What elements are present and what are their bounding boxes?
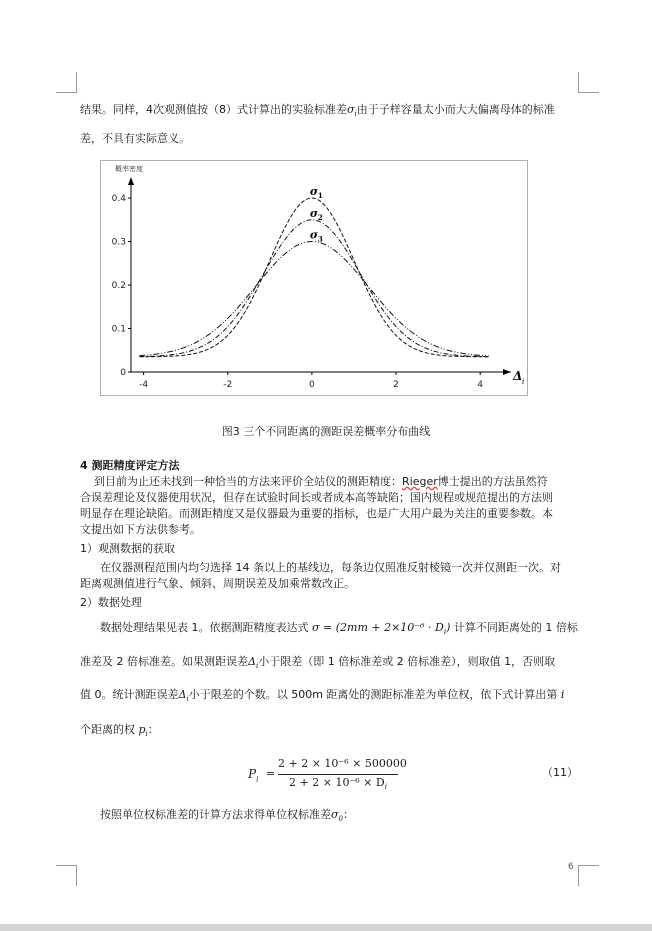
item1-line-1: 在仪器测程范围内均匀选择 14 条以上的基线边，每条边仅照准反射棱镜一次并仅测距一次。对 — [100, 561, 561, 574]
crop-mark-top-left — [56, 72, 77, 93]
viewer-bottom-bar — [0, 924, 652, 931]
y-tick-label: 0 — [120, 368, 126, 378]
y-tick-label: 0.3 — [111, 237, 126, 248]
curve-label-σ1: σ — [309, 185, 319, 199]
formula-equals: = — [266, 767, 276, 780]
para1-line-3: 明显存在理论缺陷。而测距精度又是仪器最为重要的指标，也是广大用户最为关注的重要参数。本 — [80, 507, 553, 520]
curve-label-σ3: σ — [309, 228, 319, 242]
x-tick-label: -2 — [223, 380, 233, 390]
y-axis-arrow — [128, 177, 134, 185]
weight-formula — [248, 757, 408, 791]
section-heading: 4 测距精度评定方法 — [80, 459, 180, 472]
list-item-1: 1）观测数据的获取 — [80, 542, 175, 555]
y-axis-label: 概率密度 — [115, 165, 143, 173]
para2-line-3: 值 0。统计测距误差$\Delta_i$小于限差的个数。以 500m 距离处的测距标准差为单位权，依下式计算出第 i — [80, 688, 565, 704]
formula-number: （11） — [542, 766, 578, 779]
x-tick-label: -4 — [139, 380, 149, 390]
x-tick-label: 2 — [393, 380, 399, 390]
para2-line-4: 个距离的权 $p_i$： — [80, 723, 159, 739]
para1-line-1: 到目前为止还未找到一种恰当的方法来评价全站仪的测距精度：Rieger博士提出的方法虽然符 — [94, 475, 548, 488]
para1-line-4: 文提出如下方法供参考。 — [80, 523, 201, 536]
curve-σ1 — [139, 198, 488, 357]
para1-line-2: 合误差理论及仪器使用状况，但存在试验时间长或者成本高等缺陷；国内规程或规范提出的方法则 — [80, 491, 553, 504]
intro-line-2: 差，不具有实际意义。 — [80, 132, 190, 145]
item1-line-2: 距离观测值进行气象、倾斜、周期误差及加乘常数改正。 — [80, 577, 355, 590]
fraction-bar — [278, 774, 398, 775]
curve-label-sub-σ2: 2 — [317, 212, 323, 222]
x-axis-label-sub: i — [522, 378, 525, 386]
para2-line-2: 准差及 2 倍标准差。如果测距误差$\Delta_i$小于限差（即 1 倍标准差或 2 倍标准差），则取值 1，否则取 — [80, 655, 556, 671]
y-tick-label: 0.1 — [111, 324, 126, 335]
x-tick-label: 0 — [309, 380, 315, 390]
crop-mark-bottom-right — [578, 865, 599, 886]
rieger-name: Rieger — [402, 475, 438, 488]
formula-denominator: $2 + 2 \times 10^{-6} \times D_i$ — [289, 776, 387, 792]
formula-numerator: 2 + 2 × 10⁻⁶ × 500000 — [278, 757, 407, 770]
list-item-2: 2）数据处理 — [80, 596, 142, 609]
precision-formula-inline: σ = (2mm + 2×10⁻⁶ · D — [312, 621, 444, 634]
x-axis-label: Δ — [513, 369, 523, 383]
x-tick-label: 4 — [477, 380, 484, 390]
curve-σ3 — [139, 242, 488, 356]
y-tick-label: 0.4 — [111, 194, 126, 205]
curve-label-sub-σ1: 1 — [317, 191, 323, 201]
curve-label-sub-σ3: 3 — [317, 234, 323, 244]
x-axis-arrow — [503, 369, 511, 375]
figure-caption: 图3 三个不同距离的测距误差概率分布曲线 — [221, 425, 431, 438]
crop-mark-bottom-left — [56, 865, 77, 886]
last-line: 按照单位权标准差的计算方法求得单位权标准差$\sigma_0$： — [100, 808, 354, 824]
intro-line-1: 结果。同样，4次观测值按（8）式计算出的实验标准差$\sigma_i$由于子样容量太小而大大偏离母体的标准 — [80, 103, 555, 119]
probability-density-chart — [101, 161, 527, 395]
para2-line-1: 数据处理结果见表 1。依据测距精度表达式 $\sigma = (2mm + 2\times 10^{-6} \cdot D_i)$ 计算不同距离处的 1 倍标 — [100, 621, 578, 637]
figure-frame — [100, 160, 528, 396]
y-tick-label: 0.2 — [111, 281, 126, 292]
curve-label-σ2: σ — [309, 206, 319, 220]
page-number: 6 — [568, 862, 574, 872]
crop-mark-top-right — [578, 72, 599, 93]
formula-lhs: $P_i$ — [248, 767, 259, 784]
